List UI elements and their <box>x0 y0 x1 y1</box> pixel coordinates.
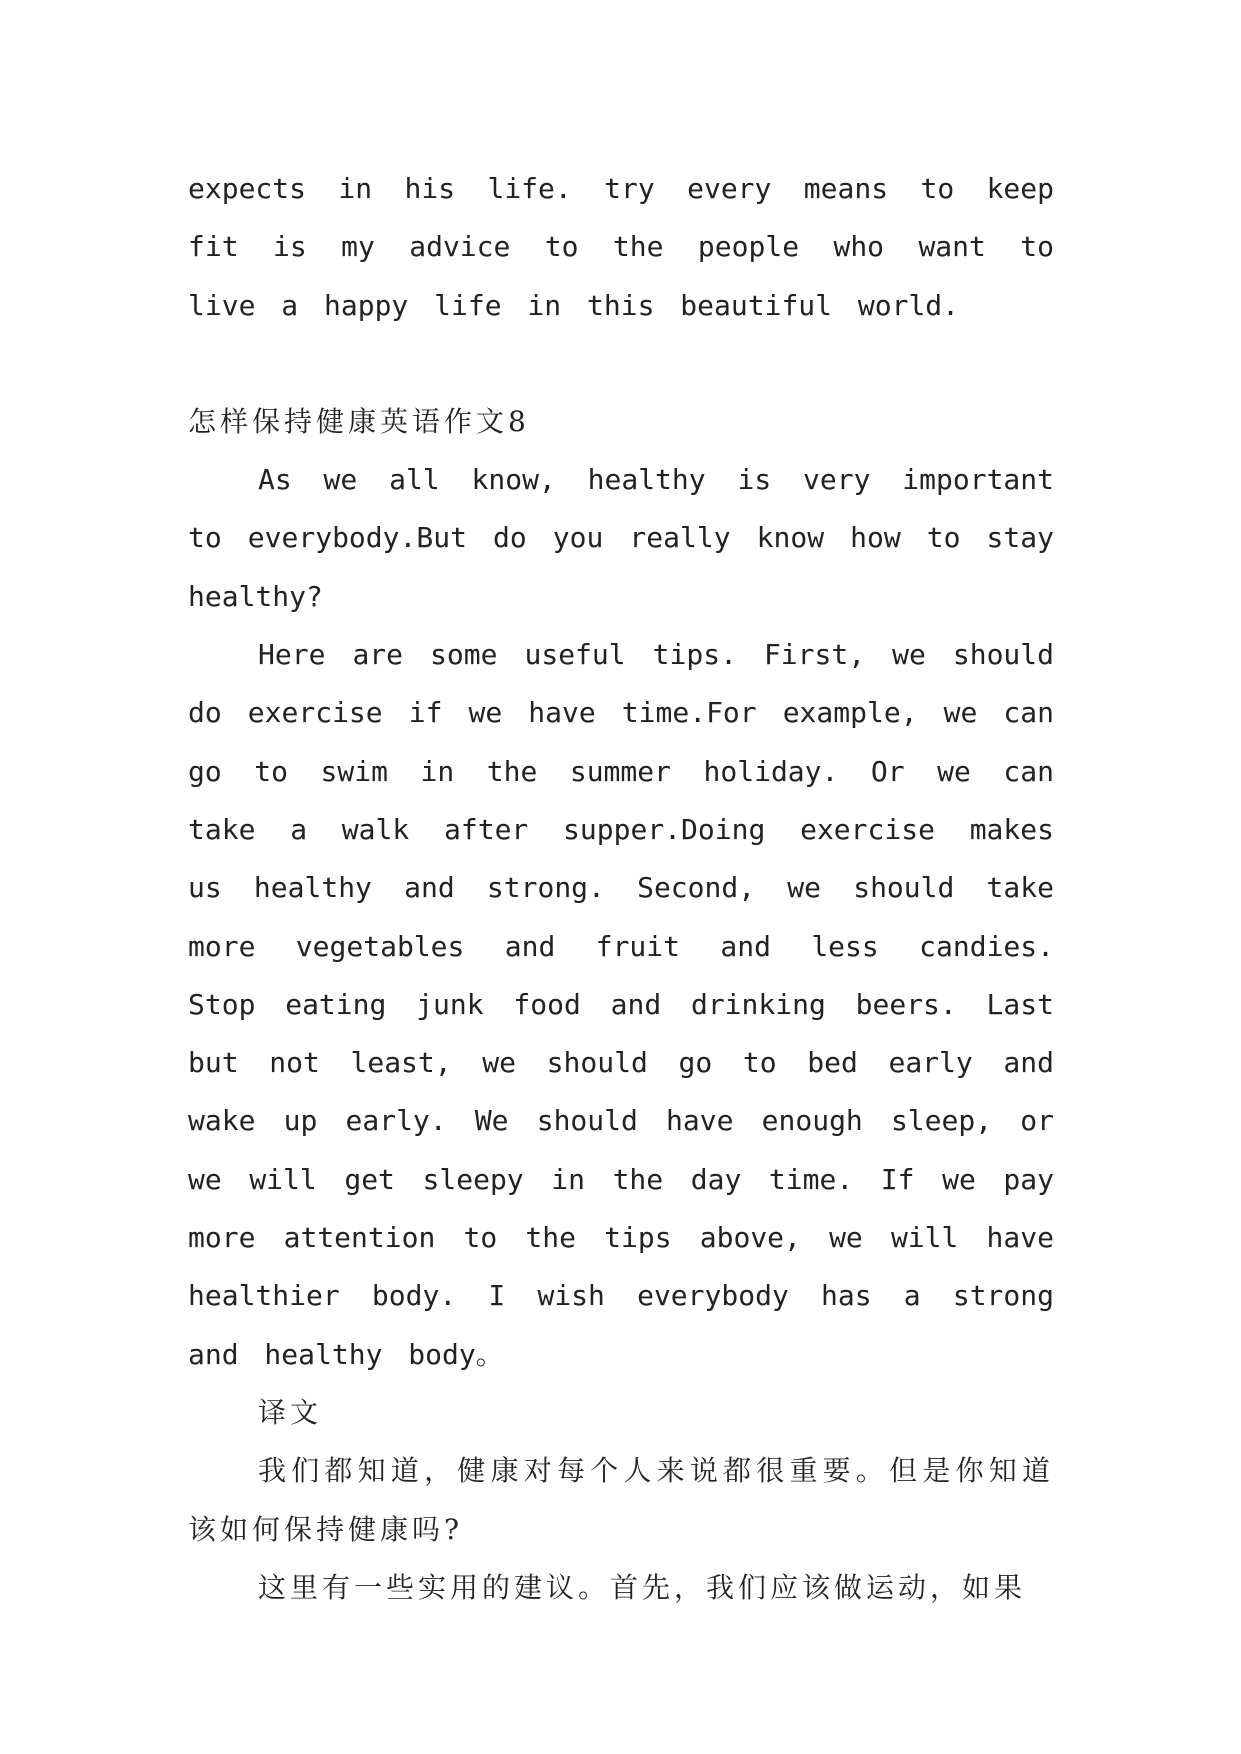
intro-paragraph: expects in his life. try every means to keep fit is my advice to the people who want to live a happy life in this beautiful world. <box>188 172 1054 322</box>
translation-label: 译文 <box>258 1395 323 1429</box>
translation-paragraph-2: 这里有一些实用的建议。首先，我们应该做运动，如果 <box>258 1570 1027 1604</box>
essay-paragraph-2: Here are some useful tips. First, we should do exercise if we have time.For example, we can go to swim in the summer holiday. Or we can take a walk after supper.Doing exercise makes us healthy and strong. Second, we should take more vegetables and fruit and less candies. Stop eating junk food and drinking beers. Last but not least, we should go to bed early and wake up early. We should have enough sleep, or we will get sleepy in the day time. If we pay more attention to the tips above, we will have healthier body. I wish everybody has a strong and healthy body。 <box>188 638 1054 1371</box>
section-title: 怎样保持健康英语作文8 <box>188 404 530 438</box>
essay-paragraph-1: As we all know, healthy is very important to everybody.But do you really know how to stay healthy? <box>188 463 1054 613</box>
section-spacer <box>188 335 1054 393</box>
translation-paragraph-1: 我们都知道，健康对每个人来说都很重要。但是你知道该如何保持健康吗? <box>188 1454 1054 1546</box>
document-body <box>188 160 1054 1617</box>
